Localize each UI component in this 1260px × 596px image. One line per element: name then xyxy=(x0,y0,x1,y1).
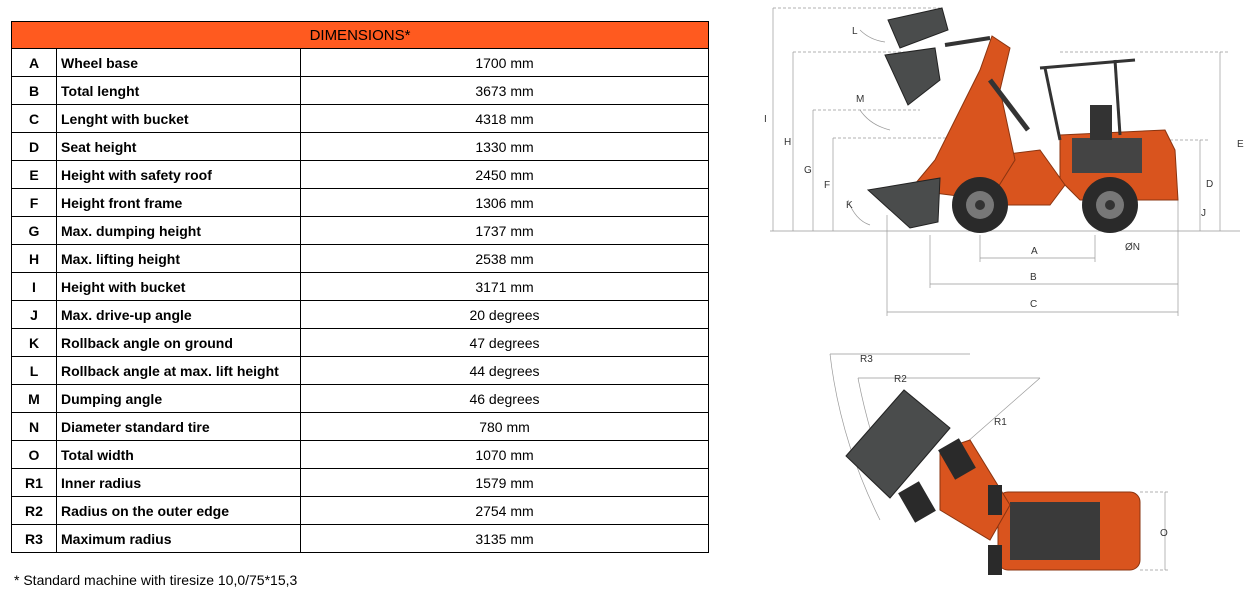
code-cell: R1 xyxy=(12,469,57,497)
dim-label-D: D xyxy=(1206,179,1214,190)
table-row xyxy=(12,133,709,161)
table-row xyxy=(12,273,709,301)
code-cell: B xyxy=(12,77,57,105)
value-cell: 3135 mm xyxy=(301,525,709,553)
dim-label-R1: R1 xyxy=(994,417,1007,428)
code-cell: R2 xyxy=(12,497,57,525)
dim-label-R2: R2 xyxy=(894,374,907,385)
loader-machine xyxy=(868,8,1178,233)
label-cell: Rollback angle on ground xyxy=(57,329,301,357)
loader-top-machine xyxy=(846,390,1140,575)
dim-label-F: F xyxy=(824,180,831,191)
table-body xyxy=(12,49,709,553)
dim-label-L: L xyxy=(852,26,858,37)
code-cell: E xyxy=(12,161,57,189)
code-cell: K xyxy=(12,329,57,357)
value-cell: 4318 mm xyxy=(301,105,709,133)
value-cell: 44 degrees xyxy=(301,357,709,385)
dim-label-J: J xyxy=(1201,208,1206,219)
code-cell: G xyxy=(12,217,57,245)
dim-label-C: C xyxy=(1030,299,1038,310)
table-row xyxy=(12,245,709,273)
table-row xyxy=(12,189,709,217)
table-title: DIMENSIONS* xyxy=(12,22,709,49)
dim-label-E: E xyxy=(1237,139,1244,150)
value-cell: 1306 mm xyxy=(301,189,709,217)
code-cell: H xyxy=(12,245,57,273)
code-cell: D xyxy=(12,133,57,161)
table-row xyxy=(12,161,709,189)
label-cell: Rollback angle at max. lift height xyxy=(57,357,301,385)
value-cell: 2450 mm xyxy=(301,161,709,189)
code-cell: M xyxy=(12,385,57,413)
dim-label-O: O xyxy=(1160,528,1168,539)
value-cell: 1737 mm xyxy=(301,217,709,245)
code-cell: N xyxy=(12,413,57,441)
label-cell: Total lenght xyxy=(57,77,301,105)
top-view-diagram xyxy=(820,340,1180,580)
table-row xyxy=(12,357,709,385)
value-cell: 2754 mm xyxy=(301,497,709,525)
code-cell: J xyxy=(12,301,57,329)
dim-label-M: M xyxy=(856,94,865,105)
code-cell: A xyxy=(12,49,57,77)
label-cell: Max. lifting height xyxy=(57,245,301,273)
dim-label-H: H xyxy=(784,137,792,148)
table-row xyxy=(12,413,709,441)
code-cell: O xyxy=(12,441,57,469)
label-cell: Diameter standard tire xyxy=(57,413,301,441)
value-cell: 1330 mm xyxy=(301,133,709,161)
label-cell: Max. drive-up angle xyxy=(57,301,301,329)
label-cell: Radius on the outer edge xyxy=(57,497,301,525)
label-cell: Wheel base xyxy=(57,49,301,77)
code-cell: F xyxy=(12,189,57,217)
table-header-row xyxy=(12,22,709,49)
dim-label-B: B xyxy=(1030,272,1037,283)
table-row xyxy=(12,441,709,469)
code-cell: I xyxy=(12,273,57,301)
label-cell: Height with bucket xyxy=(57,273,301,301)
dim-label-I: I xyxy=(764,114,767,125)
label-cell: Seat height xyxy=(57,133,301,161)
value-cell: 20 degrees xyxy=(301,301,709,329)
label-cell: Lenght with bucket xyxy=(57,105,301,133)
value-cell: 3673 mm xyxy=(301,77,709,105)
dim-label-G: G xyxy=(804,165,812,176)
dim-label-A: A xyxy=(1031,246,1038,257)
label-cell: Height front frame xyxy=(57,189,301,217)
table-row xyxy=(12,49,709,77)
value-cell: 780 mm xyxy=(301,413,709,441)
table-row xyxy=(12,77,709,105)
side-view-diagram xyxy=(760,0,1256,320)
value-cell: 46 degrees xyxy=(301,385,709,413)
value-cell: 1700 mm xyxy=(301,49,709,77)
label-cell: Height with safety roof xyxy=(57,161,301,189)
dim-label-R3: R3 xyxy=(860,354,873,365)
table-row xyxy=(12,497,709,525)
table-row xyxy=(12,105,709,133)
label-cell: Inner radius xyxy=(57,469,301,497)
label-cell: Maximum radius xyxy=(57,525,301,553)
table-row xyxy=(12,301,709,329)
value-cell: 47 degrees xyxy=(301,329,709,357)
table-row xyxy=(12,217,709,245)
table-row xyxy=(12,385,709,413)
dim-label-K: K xyxy=(846,200,853,211)
table-row xyxy=(12,329,709,357)
label-cell: Total width xyxy=(57,441,301,469)
value-cell: 2538 mm xyxy=(301,245,709,273)
label-cell: Max. dumping height xyxy=(57,217,301,245)
code-cell: C xyxy=(12,105,57,133)
value-cell: 1070 mm xyxy=(301,441,709,469)
table-row xyxy=(12,525,709,553)
dim-label-N: ØN xyxy=(1125,242,1140,253)
footnote: * Standard machine with tiresize 10,0/75*15,3 xyxy=(14,572,298,588)
code-cell: R3 xyxy=(12,525,57,553)
code-cell: L xyxy=(12,357,57,385)
table-row xyxy=(12,469,709,497)
label-cell: Dumping angle xyxy=(57,385,301,413)
dimensions-table xyxy=(11,21,709,553)
value-cell: 3171 mm xyxy=(301,273,709,301)
value-cell: 1579 mm xyxy=(301,469,709,497)
